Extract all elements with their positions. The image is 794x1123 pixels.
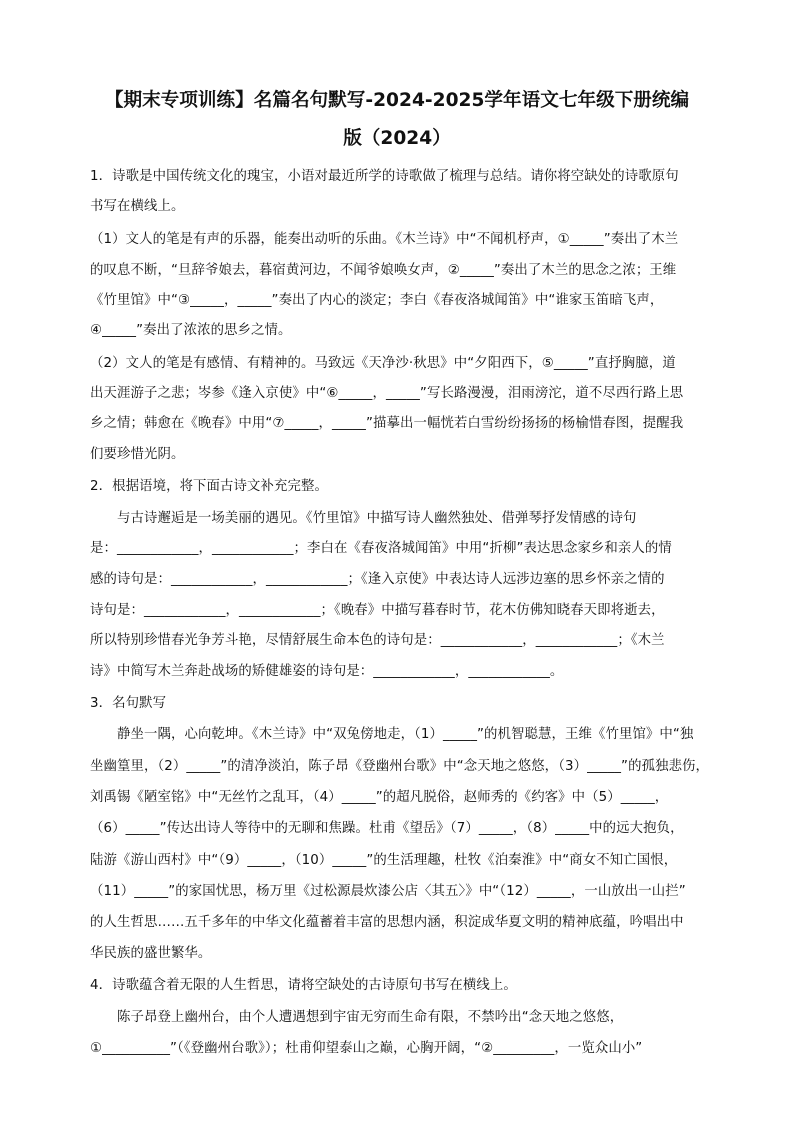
q3-paragraph-line-8: 华民族的盛世繁华。 bbox=[90, 946, 212, 961]
q1-part2-line-1: （2）文人的笔是有感情、有精神的。马致远《天净沙·秋思》中“夕阳西下，⑤_____”直抒胸臆，道 bbox=[90, 356, 676, 371]
q4-stem: 4．诗歌蕴含着无限的人生哲思，请将空缺处的古诗原句书写在横线上。 bbox=[90, 978, 517, 993]
q3-paragraph-line-6: （11）_____”的家国忧思，杨万里《过松源晨炊漆公店〈其五〉》中“（12）_____，一山放出一山拦” bbox=[90, 884, 686, 899]
q2-paragraph-line-1: 与古诗邂逅是一场美丽的遇见。《竹里馆》中描写诗人幽然独处、借弹琴抒发情感的诗句 bbox=[117, 511, 637, 526]
q2-paragraph-line-4: 诗句是：____________，____________；《晚春》中描写暮春时节，花木仿佛知晓春天即将逝去， bbox=[90, 603, 665, 618]
q1-part2-line-4: 们要珍惜光阴。 bbox=[90, 447, 185, 462]
document-title-line-1: 【期末专项训练】名篇名句默写-2024-2025学年语文七年级下册统编 bbox=[104, 90, 690, 111]
q1-stem-line-2: 书写在横线上。 bbox=[90, 199, 185, 214]
q1-stem-line-1: 1．诗歌是中国传统文化的瑰宝，小语对最近所学的诗歌做了梳理与总结。请你将空缺处的诗歌原句 bbox=[90, 169, 679, 184]
q2-stem: 2．根据语境，将下面古诗文补充完整。 bbox=[90, 479, 328, 494]
q1-part1-line-3: 《竹里馆》中“③_____，_____”奏出了内心的淡定；李白《春夜洛城闻笛》中“谁家玉笛暗飞声， bbox=[90, 293, 664, 308]
q1-part2-line-2: 出天涯游子之悲；岑参《逢入京使》中“⑥_____，_____”写长路漫漫，泪雨滂沱，道不尽西行路上思 bbox=[90, 386, 684, 401]
q2-paragraph-line-5: 所以特别珍惜春光争芳斗艳，尽情舒展生命本色的诗句是：____________，____________；《木兰 bbox=[90, 633, 665, 648]
q1-part1-line-4: ④_____”奏出了浓浓的思乡之情。 bbox=[90, 323, 292, 338]
q3-paragraph-line-7: 的人生哲思……五千多年的中华文化蕴蓄着丰富的思想内涵，积淀成华夏文明的精神底蕴，吟唱出中 bbox=[90, 915, 684, 930]
q4-paragraph-line-1: 陈子昂登上幽州台，由个人遭遇想到宇宙无穷而生命有限，不禁吟出“念天地之悠悠， bbox=[117, 1010, 624, 1025]
q3-paragraph-line-5: 陆游《游山西村》中“（9）_____，（10）_____”的生活理趣，杜牧《泊秦淮》中“商女不知亡国恨， bbox=[90, 853, 678, 868]
q3-paragraph-line-3: 刘禹锡《陋室铭》中“无丝竹之乱耳，（4）_____”的超凡脱俗，赵师秀的《约客》中（5）_____， bbox=[90, 790, 669, 805]
q3-stem: 3．名句默写 bbox=[90, 696, 167, 711]
document-title-line-2: 版（2024） bbox=[343, 128, 451, 149]
q2-paragraph-line-2: 是：____________，____________；李白在《春夜洛城闻笛》中用“折柳”表达思念家乡和亲人的情 bbox=[90, 541, 672, 556]
q3-paragraph-line-2: 坐幽篁里，（2）_____”的清净淡泊，陈子昂《登幽州台歌》中“念天地之悠悠，（3）_____”的孤独悲伤， bbox=[90, 759, 710, 774]
q3-paragraph-line-4: （6）_____”传达出诗人等待中的无聊和焦躁。杜甫《望岳》（7）_____，（8）_____中的远大抱负， bbox=[90, 821, 684, 836]
q2-paragraph-line-3: 感的诗句是：____________，____________；《逢入京使》中表达诗人远涉边塞的思乡怀亲之情的 bbox=[90, 572, 665, 587]
q1-part2-line-3: 乡之情；韩愈在《晚春》中用“⑦_____，_____”描摹出一幅恍若白雪纷纷扬扬的杨榆惜春图，提醒我 bbox=[90, 416, 684, 431]
q1-part1-line-2: 的叹息不断，“旦辞爷娘去，暮宿黄河边，不闻爷娘唤女声，②_____”奏出了木兰的思念之浓；王维 bbox=[90, 263, 677, 278]
q4-paragraph-line-2: ①__________”（《登幽州台歌》）；杜甫仰望泰山之巅，心胸开阔，“②_________，一览众山小” bbox=[90, 1041, 643, 1056]
q2-paragraph-line-6: 诗》中简写木兰奔赴战场的矫健雄姿的诗句是：____________，____________。 bbox=[90, 664, 564, 679]
q1-part1-line-1: （1）文人的笔是有声的乐器，能奏出动听的乐曲。《木兰诗》中“不闻机杼声，①_____”奏出了木兰 bbox=[90, 232, 679, 247]
q3-paragraph-line-1: 静坐一隅，心向乾坤。《木兰诗》中“双兔傍地走，（1）_____”的机智聪慧，王维《竹里馆》中“独 bbox=[117, 727, 694, 742]
